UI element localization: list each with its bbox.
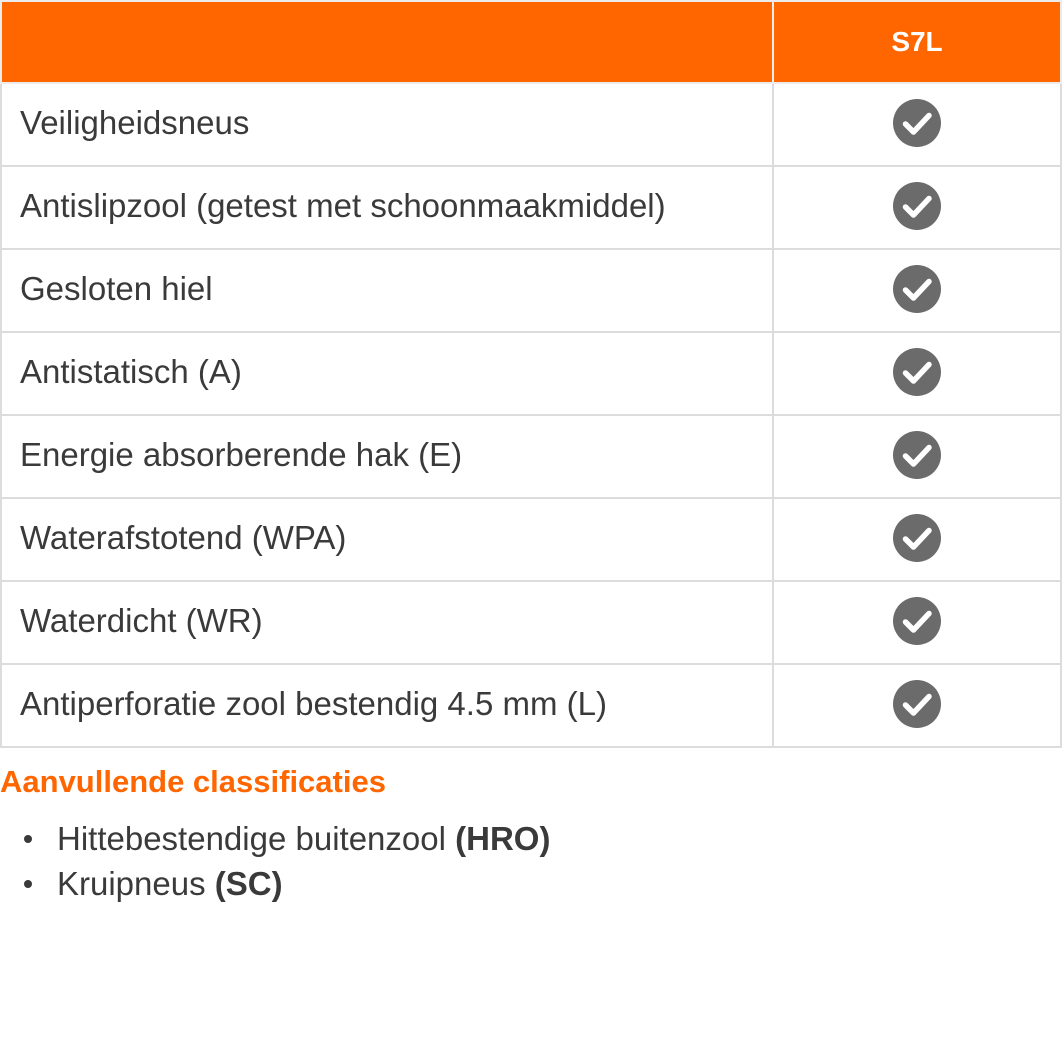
feature-cell	[1, 83, 773, 166]
table-row	[1, 664, 1061, 747]
header-feature-cell	[1, 1, 773, 83]
check-icon	[893, 265, 941, 313]
list-item-text: Hittebestendige buitenzool	[57, 820, 456, 857]
value-cell	[773, 581, 1061, 664]
list-item-code: (SC)	[214, 865, 283, 902]
feature-label: Waterdicht (WR)	[20, 602, 263, 639]
feature-label: Antiperforatie zool bestendig 4.5 mm (L)	[20, 685, 607, 722]
feature-cell	[1, 249, 773, 332]
feature-label: Veiligheidsneus	[20, 104, 250, 141]
value-cell	[773, 664, 1061, 747]
check-icon	[893, 680, 941, 728]
feature-cell	[1, 581, 773, 664]
feature-cell	[1, 498, 773, 581]
feature-label: Energie absorberende hak (E)	[20, 436, 463, 473]
table-row	[1, 83, 1061, 166]
value-cell	[773, 249, 1061, 332]
table-row	[1, 332, 1061, 415]
check-icon	[893, 597, 941, 645]
value-cell	[773, 332, 1061, 415]
list-item	[0, 816, 550, 861]
feature-cell	[1, 415, 773, 498]
table-row	[1, 166, 1061, 249]
feature-label: Waterafstotend (WPA)	[20, 519, 347, 556]
table-row	[1, 581, 1061, 664]
list-item	[0, 861, 550, 906]
value-cell	[773, 498, 1061, 581]
check-icon	[893, 514, 941, 562]
feature-label: Antislipzool (getest met schoonmaakmiddel)	[20, 187, 666, 224]
value-cell	[773, 83, 1061, 166]
list-item-code: (HRO)	[455, 820, 551, 857]
table-header-row	[1, 1, 1061, 83]
check-icon	[893, 99, 941, 147]
value-cell	[773, 415, 1061, 498]
feature-label: Gesloten hiel	[20, 270, 213, 307]
table-row	[1, 415, 1061, 498]
table-body	[1, 83, 1061, 747]
feature-cell	[1, 166, 773, 249]
header-s7l-cell: S7L	[773, 1, 1061, 83]
feature-cell	[1, 664, 773, 747]
additional-list	[0, 816, 550, 906]
check-icon	[893, 348, 941, 396]
check-icon	[893, 431, 941, 479]
feature-cell	[1, 332, 773, 415]
list-item-text: Kruipneus	[57, 865, 215, 902]
value-cell	[773, 166, 1061, 249]
additional-title: Aanvullende classificaties	[0, 764, 386, 799]
bullet-icon	[24, 880, 32, 888]
table-row	[1, 249, 1061, 332]
bullet-icon	[24, 835, 32, 843]
check-icon	[893, 182, 941, 230]
table-row	[1, 498, 1061, 581]
feature-label: Antistatisch (A)	[20, 353, 242, 390]
